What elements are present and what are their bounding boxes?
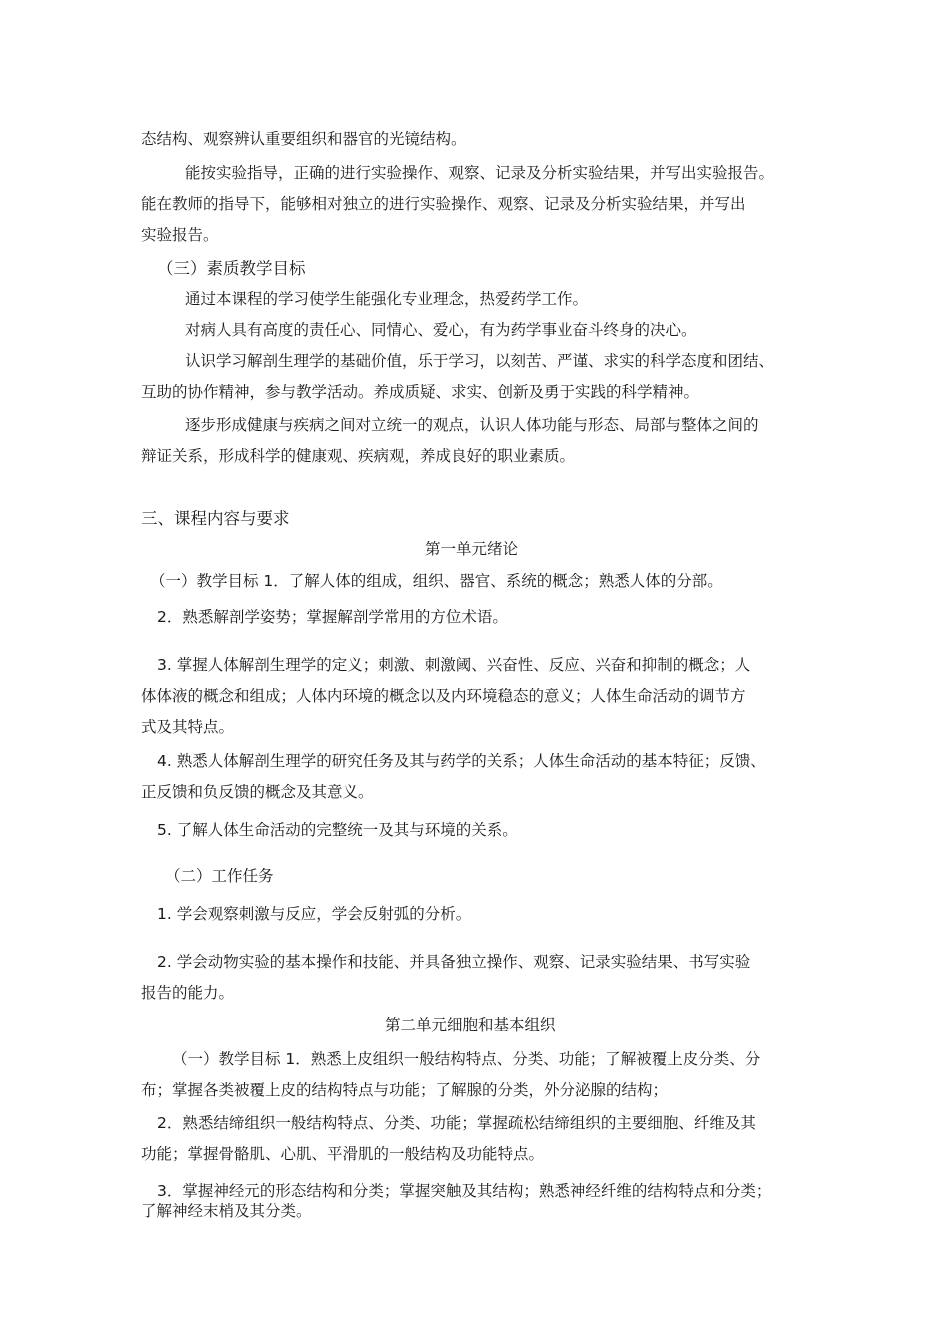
paragraph-line: 1. 学会观察刺激与反应，学会反射弧的分析。 [157,905,472,923]
paragraph-line: 对病人具有高度的责任心、同情心、爱心，有为药学事业奋斗终身的决心。 [185,321,697,339]
paragraph-line: 认识学习解剖生理学的基础价值，乐于学习，以刻苦、严谨、求实的科学态度和团结、 [185,352,775,370]
paragraph-line: 体体液的概念和组成；人体内环境的概念以及内环境稳态的意义；人体生命活动的调节方 [141,687,746,705]
section-heading-quality-goals: （三）素质教学目标 [157,259,306,278]
paragraph-line: 实验报告。 [141,226,219,244]
paragraph-line: 通过本课程的学习使学生能强化专业理念，热爱药学工作。 [185,290,589,308]
paragraph-line: 布；掌握各类被覆上皮的结构特点与功能；了解腺的分类，外分泌腺的结构； [141,1081,669,1099]
unit-title: 第二单元细胞和基本组织 [385,1016,556,1034]
paragraph-line: 4. 熟悉人体解剖生理学的研究任务及其与药学的关系；人体生命活动的基本特征；反馈、 [157,752,766,770]
paragraph-line: 3．掌握神经元的形态结构和分类；掌握突触及其结构；熟悉神经纤维的结构特点和分类； [157,1182,772,1200]
paragraph-line: （一）教学目标 1．熟悉上皮组织一般结构特点、分类、功能；了解被覆上皮分类、分 [172,1050,761,1068]
paragraph-line: 3. 掌握人体解剖生理学的定义；刺激、刺激阈、兴奋性、反应、兴奋和抑制的概念；人 [157,656,751,674]
paragraph-line: 式及其特点。 [141,718,235,736]
paragraph-line: 2．熟悉结缔组织一般结构特点、分类、功能；掌握疏松结缔组织的主要细胞、纤维及其 [157,1114,756,1132]
paragraph-line: 正反馈和负反馈的概念及其意义。 [141,783,374,801]
paragraph-line: 能在教师的指导下，能够相对独立的进行实验操作、观察、记录及分析实验结果，并写出 [141,195,746,213]
section-heading-course-content: 三、课程内容与要求 [141,509,290,528]
paragraph-line: 能按实验指导，正确的进行实验操作、观察、记录及分析实验结果，并写出实验报告。 [185,164,775,182]
paragraph-line: 逐步形成健康与疾病之间对立统一的观点，认识人体功能与形态、局部与整体之间的 [185,416,759,434]
paragraph-line: （一）教学目标 1．了解人体的组成，组织、器官、系统的概念；熟悉人体的分部。 [150,572,723,590]
subsection-heading-tasks: （二）工作任务 [165,867,274,885]
unit-title: 第一单元绪论 [425,540,519,558]
paragraph-line: 了解神经末梢及其分类。 [141,1202,312,1220]
paragraph-line: 态结构、观察辨认重要组织和器官的光镜结构。 [141,130,467,148]
paragraph-line: 功能；掌握骨骼肌、心肌、平滑肌的一般结构及功能特点。 [141,1145,545,1163]
paragraph-line: 报告的能力。 [141,984,235,1002]
paragraph-line: 2. 学会动物实验的基本操作和技能、并具备独立操作、观察、记录实验结果、书写实验 [157,953,751,971]
paragraph-line: 互助的协作精神，参与教学活动。养成质疑、求实、创新及勇于实践的科学精神。 [141,383,700,401]
paragraph-line: 2．熟悉解剖学姿势；掌握解剖学常用的方位术语。 [157,608,508,626]
paragraph-line: 5. 了解人体生命活动的完整统一及其与环境的关系。 [157,821,518,839]
paragraph-line: 辩证关系，形成科学的健康观、疾病观，养成良好的职业素质。 [141,447,576,465]
